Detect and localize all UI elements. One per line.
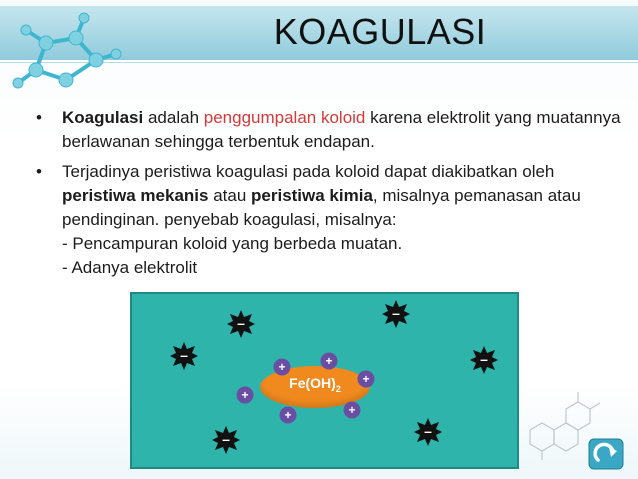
sub-item: - Pencampuran koloid yang berbeda muatan. — [62, 234, 403, 253]
positive-sign: + — [278, 360, 286, 374]
slide-content — [36, 106, 626, 286]
negative-ion-icon — [212, 426, 240, 454]
highlight-text: penggumpalan koloid — [203, 108, 366, 127]
bold-term: peristiwa kimia — [251, 186, 373, 205]
bullet-text: , misalnya pemanasan atau pendinginan. penyebab koagulasi, misalnya: — [62, 186, 581, 229]
positive-ion-icon — [236, 386, 254, 404]
page-title: KOAGULASI — [273, 11, 487, 52]
core-label: $Fe(OH)_2$ — [289, 375, 341, 394]
redo-arrow-icon[interactable] — [588, 438, 624, 470]
bullet-text: karena elektrolit yang muatannya berlawanan sehingga terbentuk endapan. — [62, 108, 621, 151]
negative-ion-icon — [227, 310, 255, 338]
negative-ion-icon — [470, 346, 498, 374]
negative-sign: – — [392, 305, 400, 321]
bullet-dot: • — [36, 108, 42, 127]
negative-sign: – — [424, 423, 432, 439]
positive-sign: + — [362, 372, 370, 386]
bullet-dot: • — [36, 162, 42, 181]
bullet-text: Terjadinya peristiwa koagulasi pada koloid dapat diakibatkan oleh — [62, 162, 555, 181]
bullet-text: adalah — [143, 108, 204, 127]
negative-ion-icon — [414, 418, 442, 446]
bold-term: peristiwa mekanis — [62, 186, 209, 205]
positive-ion-icon — [343, 401, 361, 419]
negative-ion-icon — [382, 300, 410, 328]
positive-sign: + — [241, 388, 249, 402]
term-koagulasi: Koagulasi — [62, 108, 144, 127]
positive-ion-icon — [279, 406, 297, 424]
negative-sign: – — [180, 347, 188, 363]
negative-sign: – — [222, 431, 230, 447]
positive-ion-icon — [273, 358, 291, 376]
negative-ion-icon — [170, 342, 198, 370]
bullet-text: atau — [208, 186, 252, 205]
positive-ion-icon — [320, 352, 338, 370]
bullet-item — [36, 160, 626, 280]
positive-sign: + — [325, 354, 333, 368]
bullet-item — [36, 106, 626, 154]
negative-sign: – — [237, 315, 245, 331]
negative-sign: – — [480, 351, 488, 367]
sub-item: - Adanya elektrolit — [62, 258, 198, 277]
positive-sign: + — [348, 403, 356, 417]
positive-ion-icon — [357, 370, 375, 388]
molecule-icon — [6, 8, 126, 98]
positive-sign: + — [284, 408, 292, 422]
